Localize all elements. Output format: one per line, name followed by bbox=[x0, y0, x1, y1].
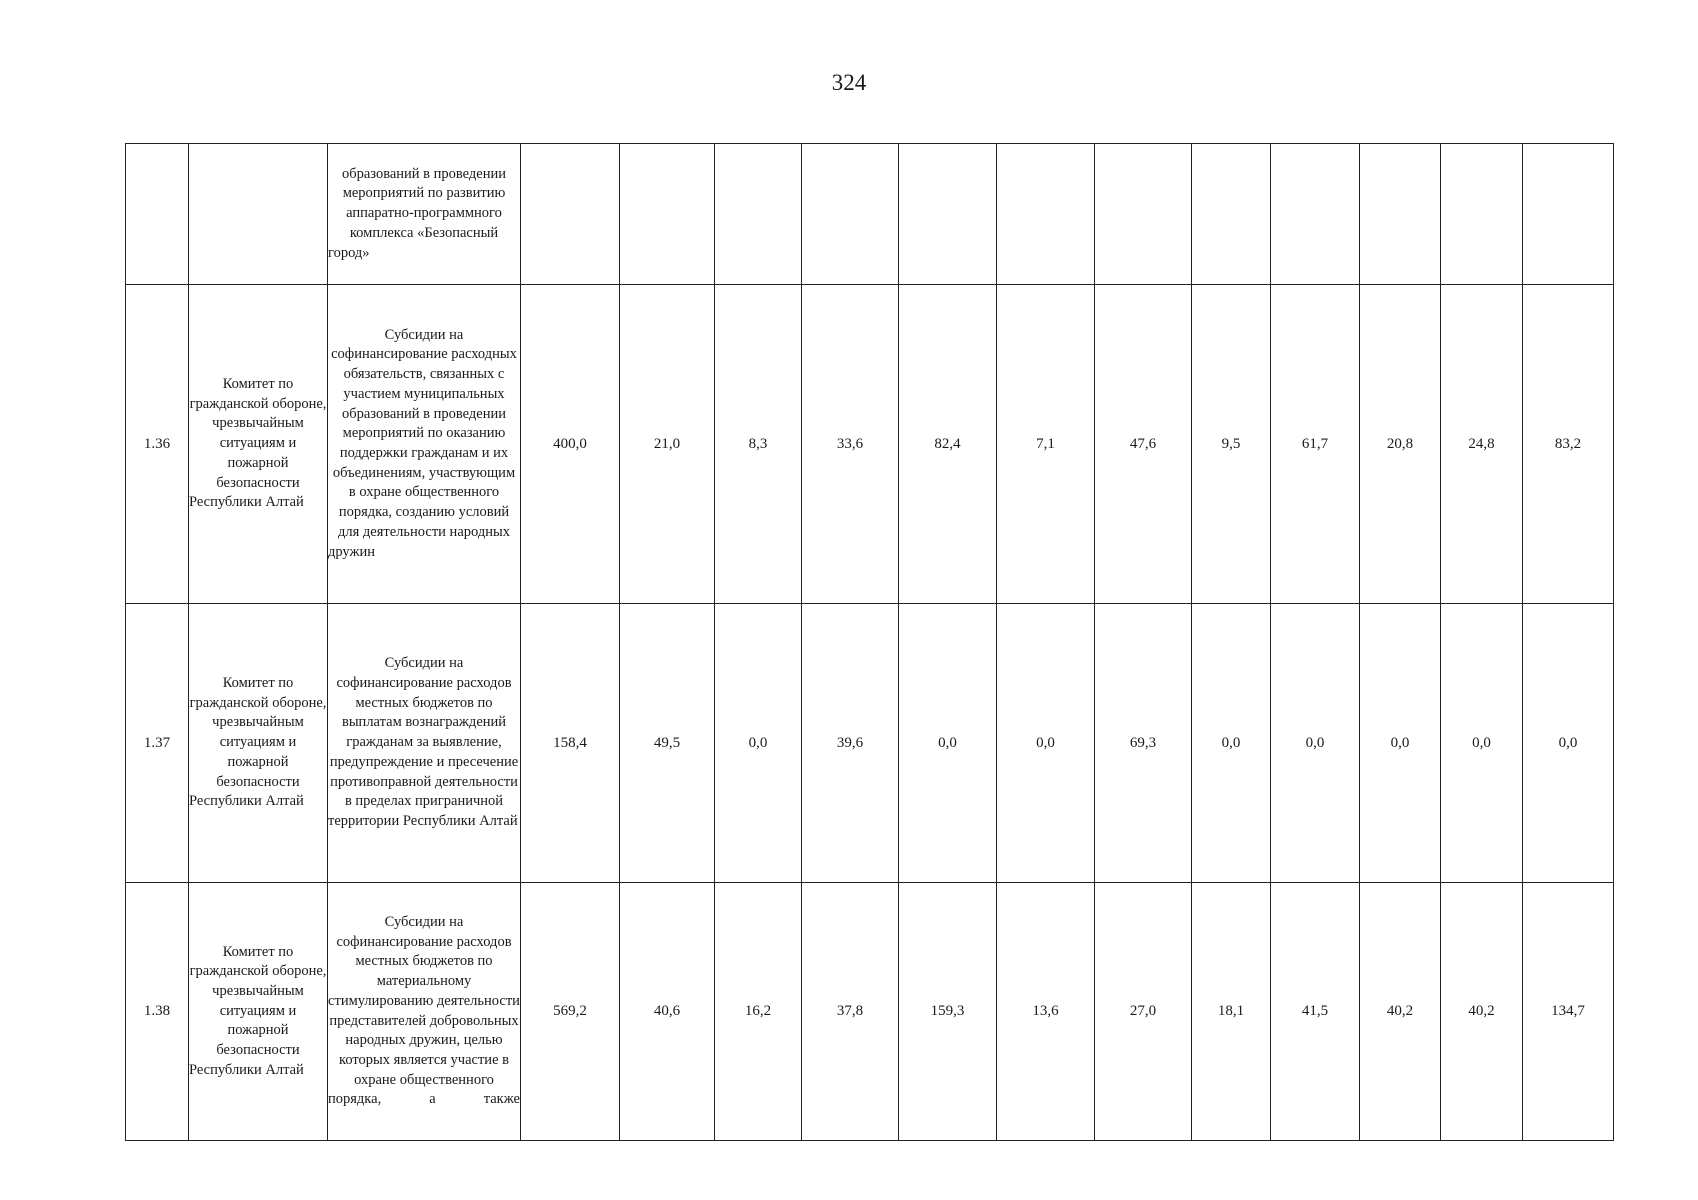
budget-table bbox=[125, 143, 1614, 1141]
organization-cell: Комитет по гражданской обороне, чрезвычайным ситуациям и пожарной безопасности Республики Алтай bbox=[189, 604, 328, 883]
value-cell: 21,0 bbox=[620, 285, 715, 604]
value-cell bbox=[1271, 144, 1360, 285]
value-cell: 83,2 bbox=[1523, 285, 1614, 604]
table-row bbox=[126, 883, 1614, 1141]
value-cell: 134,7 bbox=[1523, 883, 1614, 1141]
value-cell: 16,2 bbox=[715, 883, 802, 1141]
value-cell: 569,2 bbox=[521, 883, 620, 1141]
value-cell: 40,2 bbox=[1360, 883, 1441, 1141]
value-cell: 37,8 bbox=[802, 883, 899, 1141]
value-cell: 0,0 bbox=[1441, 604, 1523, 883]
value-cell: 82,4 bbox=[899, 285, 997, 604]
value-cell bbox=[997, 144, 1095, 285]
value-cell: 40,2 bbox=[1441, 883, 1523, 1141]
value-cell: 7,1 bbox=[997, 285, 1095, 604]
description-cell: образований в проведении мероприятий по развитию аппаратно-программного комплекса «Безопасный город» bbox=[328, 144, 521, 285]
organization-cell bbox=[189, 144, 328, 285]
value-cell: 27,0 bbox=[1095, 883, 1192, 1141]
description-cell: Субсидии на софинансирование расходных обязательств, связанных с участием муниципальных образований в проведении мероприятий по оказанию поддержки гражданам и их объединениям, участвующим в охране общественного порядка, созданию условий для деятельности народных дружин bbox=[328, 285, 521, 604]
row-number-cell bbox=[126, 144, 189, 285]
value-cell: 0,0 bbox=[715, 604, 802, 883]
value-cell: 159,3 bbox=[899, 883, 997, 1141]
value-cell: 41,5 bbox=[1271, 883, 1360, 1141]
value-cell: 20,8 bbox=[1360, 285, 1441, 604]
value-cell: 24,8 bbox=[1441, 285, 1523, 604]
value-cell bbox=[521, 144, 620, 285]
value-cell bbox=[1192, 144, 1271, 285]
value-cell bbox=[1523, 144, 1614, 285]
value-cell: 40,6 bbox=[620, 883, 715, 1141]
value-cell bbox=[715, 144, 802, 285]
row-number-cell: 1.36 bbox=[126, 285, 189, 604]
table-row bbox=[126, 285, 1614, 604]
value-cell: 69,3 bbox=[1095, 604, 1192, 883]
table-row bbox=[126, 604, 1614, 883]
table-row bbox=[126, 144, 1614, 285]
value-cell: 18,1 bbox=[1192, 883, 1271, 1141]
description-cell: Субсидии на софинансирование расходов местных бюджетов по выплатам вознаграждений гражданам за выявление, предупреждение и пресечение противоправной деятельности в пределах приграничной территории Республики Алтай bbox=[328, 604, 521, 883]
value-cell bbox=[1360, 144, 1441, 285]
value-cell bbox=[899, 144, 997, 285]
value-cell: 0,0 bbox=[1192, 604, 1271, 883]
value-cell: 9,5 bbox=[1192, 285, 1271, 604]
value-cell: 0,0 bbox=[1523, 604, 1614, 883]
value-cell: 13,6 bbox=[997, 883, 1095, 1141]
value-cell: 0,0 bbox=[997, 604, 1095, 883]
value-cell bbox=[802, 144, 899, 285]
page-number: 324 bbox=[831, 70, 867, 95]
value-cell: 49,5 bbox=[620, 604, 715, 883]
value-cell: 0,0 bbox=[899, 604, 997, 883]
value-cell: 0,0 bbox=[1360, 604, 1441, 883]
value-cell: 400,0 bbox=[521, 285, 620, 604]
organization-cell: Комитет по гражданской обороне, чрезвычайным ситуациям и пожарной безопасности Республики Алтай bbox=[189, 285, 328, 604]
value-cell: 0,0 bbox=[1271, 604, 1360, 883]
row-number-cell: 1.38 bbox=[126, 883, 189, 1141]
value-cell: 158,4 bbox=[521, 604, 620, 883]
value-cell bbox=[1095, 144, 1192, 285]
description-cell: Субсидии на софинансирование расходов местных бюджетов по материальному стимулированию деятельности представителей добровольных народных дружин, целью которых является участие в охране общественного порядка, а также bbox=[328, 883, 521, 1141]
value-cell: 8,3 bbox=[715, 285, 802, 604]
value-cell: 61,7 bbox=[1271, 285, 1360, 604]
row-number-cell: 1.37 bbox=[126, 604, 189, 883]
value-cell bbox=[1441, 144, 1523, 285]
value-cell: 47,6 bbox=[1095, 285, 1192, 604]
value-cell: 39,6 bbox=[802, 604, 899, 883]
value-cell: 33,6 bbox=[802, 285, 899, 604]
value-cell bbox=[620, 144, 715, 285]
organization-cell: Комитет по гражданской обороне, чрезвычайным ситуациям и пожарной безопасности Республики Алтай bbox=[189, 883, 328, 1141]
